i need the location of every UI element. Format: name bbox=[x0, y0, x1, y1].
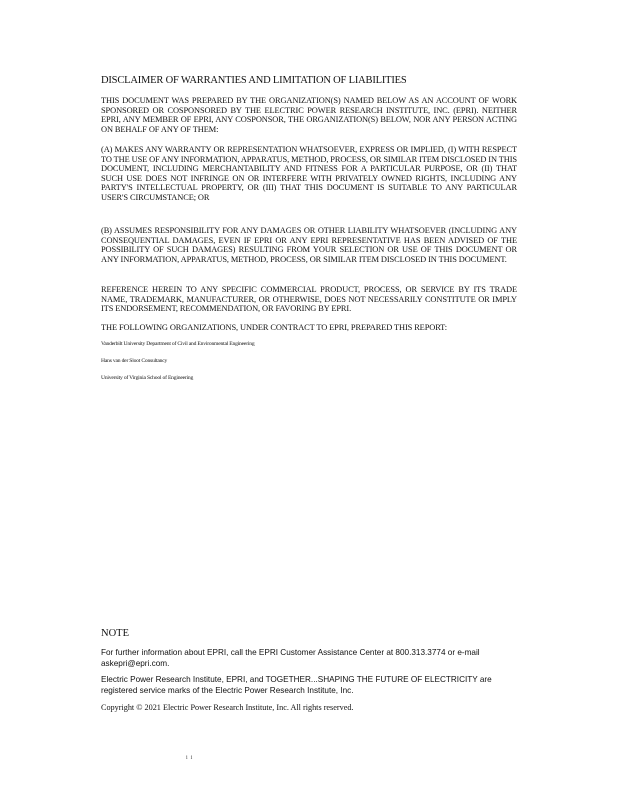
disclaimer-paragraph-intro: THIS DOCUMENT WAS PREPARED BY THE ORGANIZATION(S) NAMED BELOW AS AN ACCOUNT OF WORK SPONSORED OR COSPONSORED BY THE ELECTRIC POWER RESEARCH INSTITUTE, INC. (EPRI). NEITHER EPRI, ANY MEMBER OF EPRI, ANY COSPONSOR, THE ORGANIZATION(S) BELOW, NOR ANY PERSON ACTING ON BEHALF OF ANY OF THEM: bbox=[101, 96, 517, 134]
organization-item: Vanderbilt University Department of Civil and Environmental Engineering bbox=[101, 341, 255, 347]
note-service-marks: Electric Power Research Institute, EPRI, and TOGETHER...SHAPING THE FUTURE OF ELECTRICITY are registered service marks of the Electric Power Research Institute, Inc. bbox=[101, 675, 492, 695]
note-copyright: Copyright © 2021 Electric Power Research Institute, Inc. All rights reserved. bbox=[101, 703, 354, 712]
disclaimer-heading: DISCLAIMER OF WARRANTIES AND LIMITATION OF LIABILITIES bbox=[101, 75, 407, 86]
disclaimer-paragraph-organizations-intro: THE FOLLOWING ORGANIZATIONS, UNDER CONTRACT TO EPRI, PREPARED THIS REPORT: bbox=[101, 323, 448, 332]
note-contact-info: For further information about EPRI, call the EPRI Customer Assistance Center at 800.313.3774 or e-mail askepri@epri.com. bbox=[101, 648, 480, 668]
organization-item: University of Virginia School of Engineering bbox=[101, 375, 194, 381]
disclaimer-paragraph-a: (A) MAKES ANY WARRANTY OR REPRESENTATION WHATSOEVER, EXPRESS OR IMPLIED, (I) WITH RESPECT TO THE USE OF ANY INFORMATION, APPARATUS, METHOD, PROCESS, OR SIMILAR ITEM DISCLOSED IN THIS DOCUMENT, INCLUDING MERCHANTABILITY AND FITNESS FOR A PARTICULAR PURPOSE, OR (II) THAT SUCH USE DOES NOT INFRINGE ON OR INTERFERE WITH PRIVATELY OWNED RIGHTS, INCLUDING ANY PARTY'S INTELLECTUAL PROPERTY, OR (III) THAT THIS DOCUMENT IS SUITABLE TO ANY PARTICULAR USER'S CIRCUMSTANCE; OR bbox=[101, 145, 517, 202]
organization-item: Hans van der Sloot Consultancy bbox=[101, 358, 168, 364]
page-number: ii bbox=[186, 755, 196, 761]
note-heading: NOTE bbox=[101, 628, 129, 639]
disclaimer-paragraph-b: (B) ASSUMES RESPONSIBILITY FOR ANY DAMAGES OR OTHER LIABILITY WHATSOEVER (INCLUDING ANY CONSEQUENTIAL DAMAGES, EVEN IF EPRI OR ANY EPRI REPRESENTATIVE HAS BEEN ADVISED OF THE POSSIBILITY OF SUCH DAMAGES) RESULTING FROM YOUR SELECTION OR USE OF THIS DOCUMENT OR ANY INFORMATION, APPARATUS, METHOD, PROCESS, OR SIMILAR ITEM DISCLOSED IN THIS DOCUMENT. bbox=[101, 226, 517, 264]
disclaimer-paragraph-reference: REFERENCE HEREIN TO ANY SPECIFIC COMMERCIAL PRODUCT, PROCESS, OR SERVICE BY ITS TRADE NAME, TRADEMARK, MANUFACTURER, OR OTHERWISE, DOES NOT NECESSARILY CONSTITUTE OR IMPLY ITS ENDORSEMENT, RECOMMENDATION, OR FAVORING BY EPRI. bbox=[101, 285, 517, 314]
